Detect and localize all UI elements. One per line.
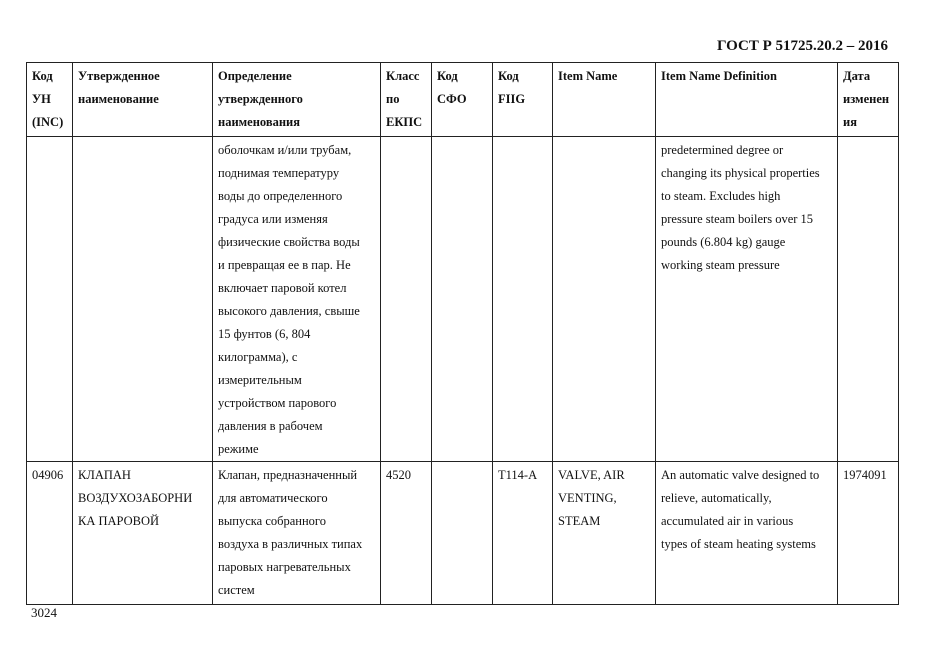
header-item-name: Item Name (553, 63, 656, 137)
cell-item-definition: predetermined degree or changing its physical properties to steam. Excludes high pressure steam boilers over 15 pounds (6.804 kg) gauge working steam pressure (656, 137, 838, 462)
cell-fiig (493, 137, 553, 462)
header-definition-ru: Определение утвержденного наименования (213, 63, 381, 137)
document-standard-header: ГОСТ Р 51725.20.2 – 2016 (716, 38, 888, 54)
cell-item-name: VALVE, AIR VENTING, STEAM (553, 462, 656, 605)
cell-approved-name: КЛАПАН ВОЗДУХОЗАБОРНИ КА ПАРОВОЙ (73, 462, 213, 605)
cell-sfo (432, 462, 493, 605)
cell-item-name (553, 137, 656, 462)
header-date: Дата изменен ия (838, 63, 899, 137)
cell-inc: 04906 (27, 462, 73, 605)
header-approved-name: Утвержденное наименование (73, 63, 213, 137)
cell-inc (27, 137, 73, 462)
cell-approved-name (73, 137, 213, 462)
catalog-table (26, 62, 899, 605)
cell-class (381, 137, 432, 462)
cell-definition-ru: Клапан, предназначенный для автоматического выпуска собранного воздуха в различных типах паровых нагревательных систем (213, 462, 381, 605)
cell-item-definition: An automatic valve designed to relieve, automatically, accumulated air in various types of steam heating systems (656, 462, 838, 605)
header-sfo: Код СФО (432, 63, 493, 137)
table-header-row (27, 63, 899, 137)
cell-definition-ru: оболочкам и/или трубам, поднимая температуру воды до определенного градуса или изменяя физические свойства воды и превращая ее в пар. Не включает паровой котел высокого давления, свыше 15 фунтов (6, 804 килограмма), с измерительным устройством парового давления в рабочем режиме (213, 137, 381, 462)
header-inc: Код УН (INC) (27, 63, 73, 137)
cell-class: 4520 (381, 462, 432, 605)
page-number: 3024 (31, 605, 57, 620)
header-fiig: Код FIIG (493, 63, 553, 137)
table-row (27, 462, 899, 605)
cell-fiig: T114-A (493, 462, 553, 605)
header-class: Класс по ЕКПС (381, 63, 432, 137)
cell-date: 1974091 (838, 462, 899, 605)
cell-date (838, 137, 899, 462)
table-row (27, 137, 899, 462)
cell-sfo (432, 137, 493, 462)
header-item-definition: Item Name Definition (656, 63, 838, 137)
